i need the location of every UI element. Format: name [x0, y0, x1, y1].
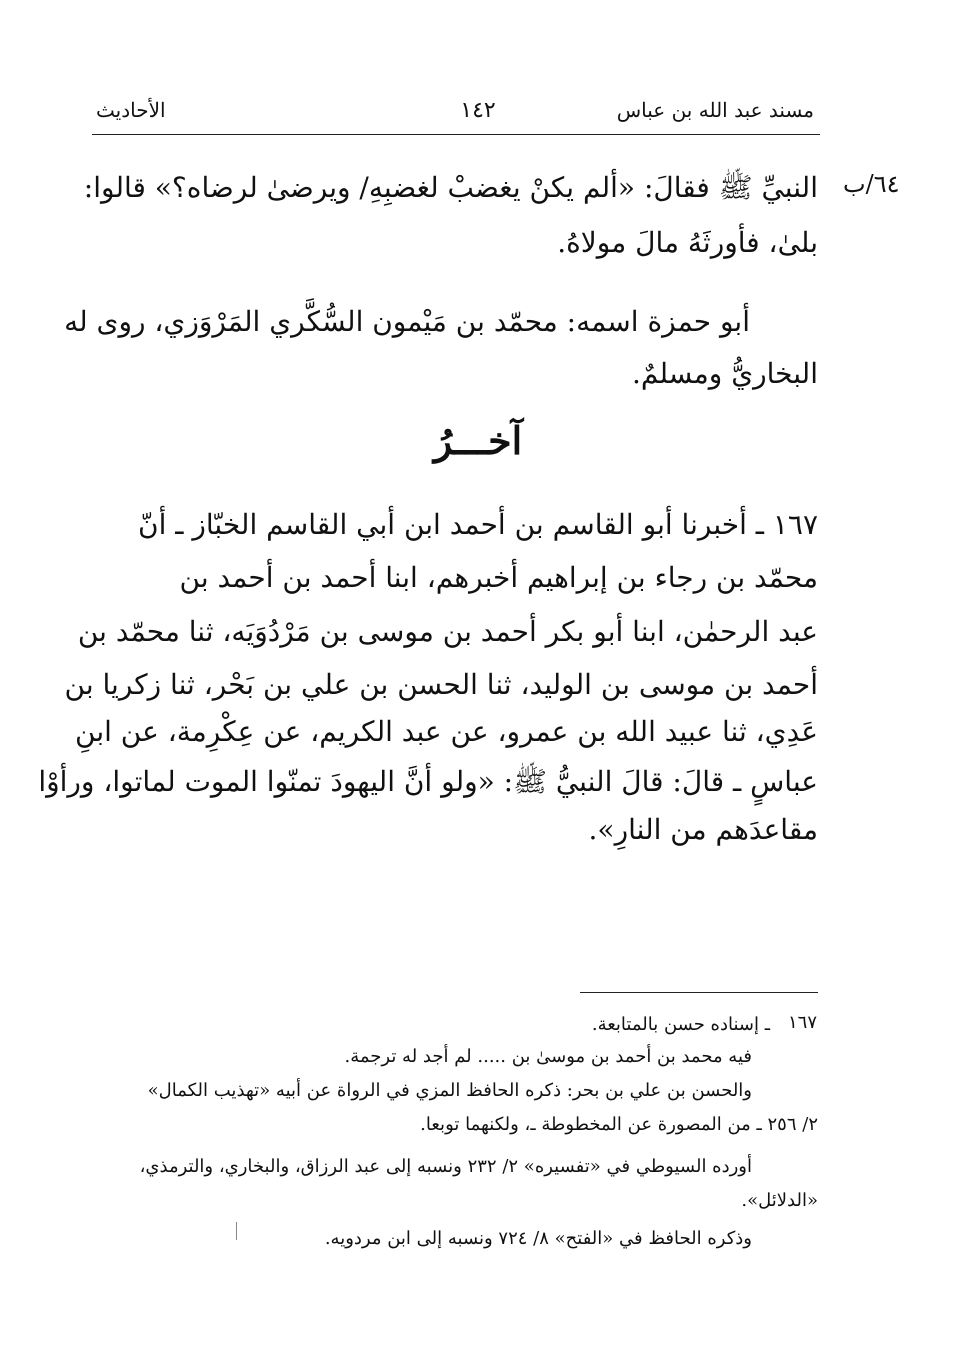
hadith-line-5: عَدِي، ثنا عبيد الله بن عمرو، عن عبد الكريم، عن عِكْرِمة، عن ابنِ	[75, 715, 818, 748]
footnote-line-6: «الدلائل».	[741, 1190, 818, 1211]
footnote-line-3: والحسن بن علي بن بحر: ذكره الحافظ المزي في الرواة عن أبيه «تهذيب الكمال»	[147, 1080, 752, 1101]
paragraph2-line-2: البخاريُّ ومسلمٌ.	[631, 357, 818, 390]
page-number: ١٤٢	[460, 98, 496, 123]
footnote-line-1: ـ إسناده حسن بالمتابعة.	[591, 1014, 770, 1035]
footnote-line-2: فيه محمد بن أحمد بن موسىٰ بن ..... لم أجد له ترجمة.	[344, 1046, 752, 1067]
footnote-line-4: ٢/ ٢٥٦ ـ من المصورة عن المخطوطة ـ، ولكنهما توبعا.	[420, 1114, 818, 1135]
footnote-line-5: أورده السيوطي في «تفسيره» ٢/ ٢٣٢ ونسبه إلى عبد الرزاق، والبخاري، والترمذي،	[139, 1156, 752, 1177]
paragraph1-line-1: النبيِّ ﷺ فقالَ: «ألم يكنْ يغضبْ لغضبِهِ/ ويرضىٰ لرضاه؟» قالوا:	[83, 171, 818, 204]
manuscript-folio-ref: ٦٤/ب	[843, 170, 900, 198]
hadith-line-6: عباسٍ ـ قالَ: قالَ النبيُّ ﷺ: «ولو أنَّ اليهودَ تمنّوا الموت لماتوا، ورأوْا	[38, 765, 818, 798]
hadith-line-4: أحمد بن موسى بن الوليد، ثنا الحسن بن علي بن بَحْر، ثنا زكريا بن	[64, 668, 818, 701]
hadith-line-2: محمّد بن رجاء بن إبراهيم أخبرهم، ابنا أحمد بن أحمد بن	[179, 561, 818, 594]
paragraph2-line-1: أبو حمزة اسمه: محمّد بن مَيْمون السُّكَّري المَرْوَزي، روى له	[64, 305, 750, 338]
hadith-line-7: مقاعدَهم من النارِ».	[588, 813, 818, 846]
paragraph1-line-2: بلىٰ، فأورثَهُ مالَ مولاهُ.	[557, 226, 818, 259]
footnote-rule	[580, 992, 818, 993]
running-header-section: الأحاديث	[96, 98, 166, 122]
header-rule	[92, 134, 820, 135]
footnote-line-7: وذكره الحافظ في «الفتح» ٨/ ٧٢٤ ونسبه إلى ابن مردويه.	[324, 1228, 752, 1249]
running-header-book-title: مسند عبد الله بن عباس	[616, 98, 814, 122]
hadith-line-1: ١٦٧ ـ أخبرنا أبو القاسم بن أحمد ابن أبي القاسم الخبّاز ـ أنّ	[138, 508, 818, 541]
scan-artifact-mark	[236, 1222, 237, 1240]
hadith-line-3: عبد الرحمٰن، ابنا أبو بكر أحمد بن موسى بن مَرْدُوَيَه، ثنا محمّد بن	[77, 615, 818, 648]
footnote-number: ١٦٧	[788, 1012, 818, 1033]
section-heading: آخـــرُ	[433, 418, 523, 463]
